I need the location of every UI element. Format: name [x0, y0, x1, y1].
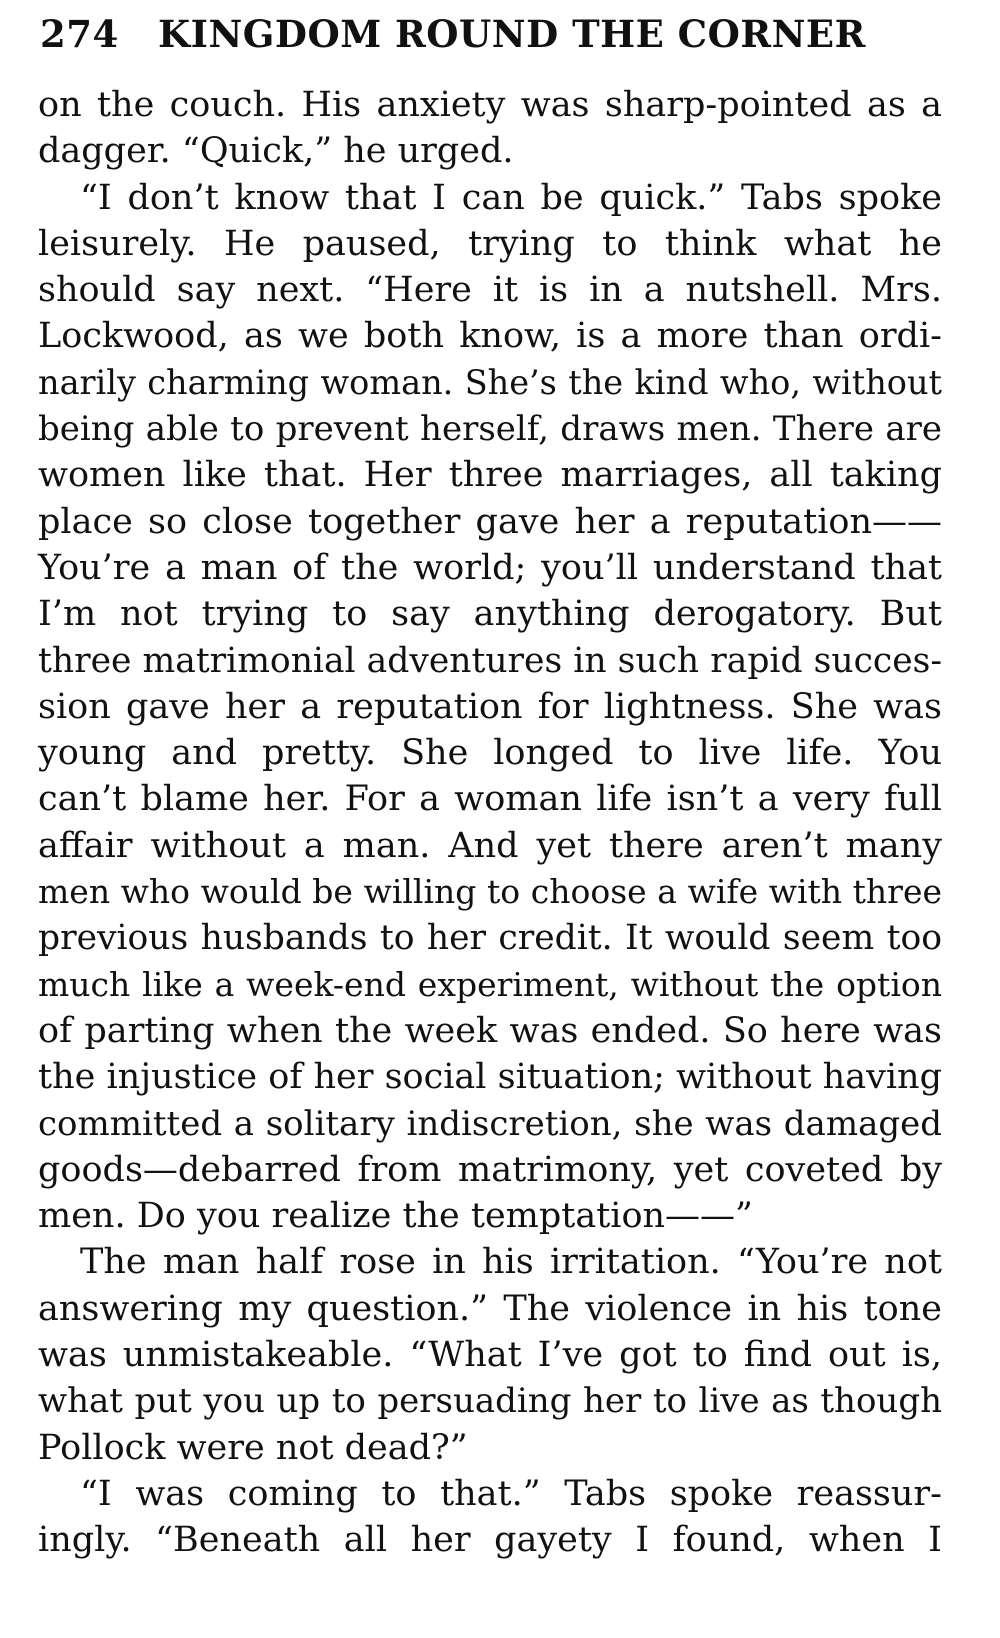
- text-line: sion gave her a reputation for lightness. She was: [38, 686, 942, 727]
- text-line: what put you up to persuading her to live as though: [38, 1381, 942, 1422]
- text-line: the injustice of her social situation; without having: [38, 1057, 942, 1098]
- page-number: 274: [40, 12, 119, 56]
- text-line: previous husbands to her credit. It would seem too: [38, 918, 942, 959]
- running-title: KINGDOM ROUND THE CORNER: [158, 12, 866, 56]
- text-line: leisurely. He paused, trying to think what he: [38, 223, 942, 264]
- text-line: three matrimonial adventures in such rapid succes-: [38, 640, 942, 681]
- text-line: goods—debarred from matrimony, yet coveted by: [38, 1149, 942, 1190]
- text-line: women like that. Her three marriages, all taking: [38, 455, 942, 496]
- running-head: [40, 12, 920, 62]
- text-line: ingly. “Beneath all her gayety I found, when I: [38, 1520, 942, 1561]
- text-line: I’m not trying to say anything derogatory. But: [38, 594, 942, 635]
- text-line: men. Do you realize the temptation——”: [38, 1196, 753, 1237]
- text-line: of parting when the week was ended. So here was: [38, 1010, 942, 1051]
- text-line: young and pretty. She longed to live life. You: [38, 733, 942, 774]
- text-line: dagger. “Quick,” he urged.: [38, 131, 514, 172]
- text-line: You’re a man of the world; you’ll understand that: [38, 547, 942, 588]
- text-line: Lockwood, as we both know, is a more than ordi-: [38, 316, 942, 357]
- text-line: narily charming woman. She’s the kind who, without: [38, 362, 942, 402]
- text-line: was unmistakeable. “What I’ve got to find out is,: [38, 1335, 942, 1376]
- text-line: Pollock were not dead?”: [38, 1427, 468, 1468]
- text-line: “I don’t know that I can be quick.” Tabs spoke: [80, 177, 942, 218]
- body-text: [38, 82, 942, 1564]
- text-line: being able to prevent herself, draws men. There are: [38, 409, 942, 450]
- text-line: The man half rose in his irritation. “You’re not: [80, 1242, 942, 1283]
- text-line: “I was coming to that.” Tabs spoke reassur-: [80, 1473, 942, 1514]
- text-line: committed a solitary indiscretion, she was damaged: [38, 1103, 942, 1144]
- text-line: much like a week-end experiment, without the option: [38, 964, 942, 1004]
- text-line: men who would be willing to choose a wife with three: [38, 872, 942, 912]
- text-line: should say next. “Here it is in a nutshell. Mrs.: [38, 270, 942, 311]
- text-line: can’t blame her. For a woman life isn’t a very full: [38, 779, 942, 820]
- text-line: on the couch. His anxiety was sharp-pointed as a: [38, 85, 942, 125]
- text-line: affair without a man. And yet there aren’t many: [38, 825, 942, 866]
- text-line: answering my question.” The violence in his tone: [38, 1288, 942, 1329]
- text-line: place so close together gave her a reputation——: [38, 501, 942, 542]
